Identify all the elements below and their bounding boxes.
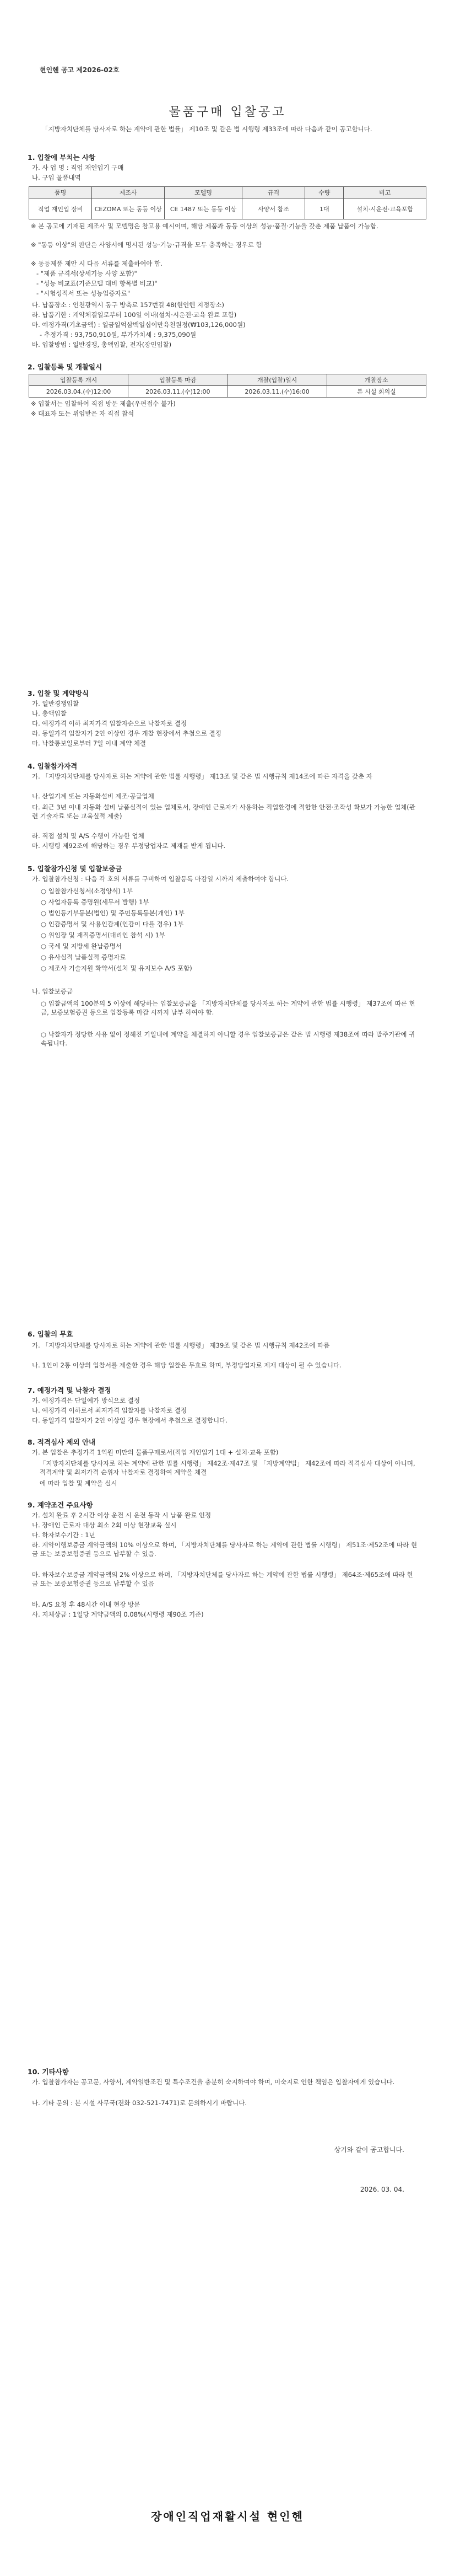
s1-item-a: 가. 사 업 명 : 직업 재인입기 구매 bbox=[32, 164, 124, 171]
table-cell: 설치·시운전·교육포함 bbox=[344, 198, 426, 219]
section-7-heading: 7. 예정가격 및 낙찰자 결정 bbox=[28, 1386, 111, 1394]
s4-item-c: 다. 최근 3년 이내 자동화 설비 납품실적이 있는 업체로서, 장애인 근로자가 사용하는 직업환경에 적합한 안전·조작성 확보가 가능한 업체(관련 기술자료 또는 교육실적 제출) bbox=[32, 803, 415, 820]
table-header-cell: 모델명 bbox=[165, 187, 242, 198]
section-8-heading: 8. 적격심사 제외 안내 bbox=[28, 1438, 96, 1446]
s9-item-c: 다. 하자보수기간 : 1년 bbox=[32, 1531, 95, 1539]
table-cell: CE 1487 또는 동등 이상 bbox=[165, 198, 242, 219]
s5-doc-5: ○ 위임장 및 재직증명서(대리인 참석 시) 1부 bbox=[41, 931, 165, 939]
table-header-row bbox=[29, 187, 426, 198]
s3-item-b: 나. 총액입찰 bbox=[32, 710, 67, 717]
table-header-cell: 품명 bbox=[29, 187, 92, 198]
s3-item-a: 가. 일반경쟁입찰 bbox=[32, 700, 79, 707]
s1-item-e-detail: - 추정가격 : 93,750,910원, 부가가치세 : 9,375,090원 bbox=[40, 331, 197, 339]
section-3-heading: 3. 입찰 및 계약방식 bbox=[28, 689, 89, 697]
table-header-cell: 개찰장소 bbox=[327, 374, 426, 386]
s3-item-c: 다. 예정가격 이하 최저가격 입찰자순으로 낙찰자로 결정 bbox=[32, 720, 187, 727]
s1-item-d: 라. 납품기한 : 계약체결일로부터 100일 이내(설치·시운전·교육 완료 포함) bbox=[32, 311, 237, 319]
s9-item-a: 가. 설치 완료 후 2시간 이상 운전 시 운전 동작 시 납품 완료 인정 bbox=[32, 1511, 212, 1519]
s4-item-a: 가. 「지방자치단체를 당사자로 하는 계약에 관한 법률 시행령」 제13조 및 같은 법 시행규칙 제14조에 따른 자격을 갖춘 자 bbox=[32, 772, 372, 780]
s3-item-d: 라. 동일가격 입찰자가 2인 이상인 경우 개찰 현장에서 추첨으로 결정 bbox=[32, 729, 221, 737]
schedule-table bbox=[29, 374, 426, 398]
table-header-cell: 규격 bbox=[242, 187, 305, 198]
table-header-cell: 수량 bbox=[305, 187, 344, 198]
s7-item-c: 다. 동일가격 입찰자가 2인 이상일 경우 현장에서 추첨으로 결정합니다. bbox=[32, 1416, 228, 1424]
s1-item-f: 바. 입찰방법 : 일반경쟁, 총액입찰, 전자(장인입찰) bbox=[32, 341, 172, 348]
section-2-heading: 2. 입찰등록 및 개찰일시 bbox=[28, 363, 102, 371]
section-10-heading: 10. 기타사항 bbox=[28, 2068, 69, 2076]
s1-note-6: - "시험성적서 또는 성능입증자료" bbox=[36, 289, 131, 297]
table-header-cell: 입찰등록 개시 bbox=[29, 374, 128, 386]
table-cell: 1대 bbox=[305, 198, 344, 219]
s5-doc-4: ○ 인감증명서 및 사용인감계(인감이 다를 경우) 1부 bbox=[41, 920, 184, 928]
s9-item-b: 나. 장애인 근로자 대상 최소 2회 이상 현장교육 실시 bbox=[32, 1521, 177, 1529]
table-cell: 본 시설 회의실 bbox=[327, 386, 426, 398]
s8-item-c: 에 따라 입찰 및 계약을 실시 bbox=[40, 1479, 117, 1487]
notice-date: 2026. 03. 04. bbox=[360, 2186, 404, 2193]
s5-doc-8: ○ 제조사 기술지원 확약서(설치 및 유지보수 A/S 포함) bbox=[41, 964, 192, 972]
table-header-cell: 비고 bbox=[344, 187, 426, 198]
table-cell: 2026.03.04.(수)12:00 bbox=[29, 386, 128, 398]
s5-doc-6: ○ 국세 및 지방세 완납증명서 bbox=[41, 942, 122, 950]
s5-bond-1: ○ 입찰금액의 100분의 5 이상에 해당하는 입찰보증금을 「지방자치단체를 당사자로 하는 계약에 관한 법률 시행령」 제37조에 따른 현금, 보증보험증권 등으로 입찰등록 마감 시까지 납부 하여야 함. bbox=[41, 1000, 415, 1016]
s9-item-d: 라. 계약이행보증금 계약금액의 10% 이상으로 하며, 「지방자치단체를 당사자로 하는 계약에 관한 법률 시행령」 제51조·제52조에 따라 현금 또는 보증보험증권 등으로 납부할 수 있음. bbox=[32, 1541, 418, 1558]
s6-item-a: 가. 「지방자치단체를 당사자로 하는 계약에 관한 법률 시행령」 제39조 및 같은 법 시행규칙 제42조에 따름 bbox=[32, 1341, 330, 1349]
section-4-heading: 4. 입찰참가자격 bbox=[28, 762, 78, 770]
document-number: 현인헨 공고 제2026-02호 bbox=[40, 66, 120, 74]
s5-doc-2: ○ 사업자등록 증명원(세무서 발행) 1부 bbox=[41, 898, 149, 906]
s1-item-e: 마. 예정가격(기초금액) : 일금일억삼백일십이만육천원정(₩103,126,000원) bbox=[32, 321, 246, 329]
table-header-cell: 제조사 bbox=[92, 187, 165, 198]
s5-doc-3: ○ 법인등기부등본(법인) 및 주민등록등본(개인) 1부 bbox=[41, 909, 185, 917]
section-9-heading: 9. 계약조건 주요사항 bbox=[28, 1501, 93, 1509]
table-cell: 2026.03.11.(수)12:00 bbox=[128, 386, 228, 398]
s4-item-e: 마. 시행령 제92조에 해당하는 경우 부정당업자로 제재를 받게 됩니다. bbox=[32, 842, 226, 850]
s7-item-b: 나. 예정가격 이하로서 최저가격 입찰자를 낙찰자로 결정 bbox=[32, 1407, 187, 1414]
s5-doc-1: ○ 입찰참가신청서(소정양식) 1부 bbox=[41, 887, 133, 895]
s2-note-2: ※ 대표자 또는 위임받은 자 직접 참석 bbox=[31, 410, 134, 417]
closing-statement: 상기와 같이 공고합니다. bbox=[334, 2146, 404, 2154]
item-spec-table bbox=[29, 186, 426, 219]
table-cell: 직업 재인입 장비 bbox=[29, 198, 92, 219]
s2-note-1: ※ 입찰서는 입찰하여 직접 방문 제출(우편접수 불가) bbox=[31, 400, 176, 407]
section-6-heading: 6. 입찰의 무효 bbox=[28, 1330, 73, 1338]
table-header-cell: 개찰(입찰)일시 bbox=[228, 374, 327, 386]
intro-paragraph: 「지방자치단체를 당사자로 하는 계약에 관한 법률」 제10조 및 같은 법 시행령 제33조에 따라 다음과 같이 공고합니다. bbox=[42, 125, 372, 133]
table-cell: CEZOMA 또는 동등 이상 bbox=[92, 198, 165, 219]
s1-note-3: ※ 동등제품 제안 시 다음 서류를 제출하여야 함. bbox=[31, 260, 162, 267]
s1-note-1: ※ 본 공고에 기재된 제조사 및 모델명은 참고용 예시이며, 해당 제품과 동등 이상의 성능·품질·기능을 갖춘 제품 납품이 가능함. bbox=[31, 222, 378, 230]
s1-note-2: ※ "동등 이상"의 판단은 사양서에 명시된 성능·기능·규격을 모두 충족하는 경우로 함 bbox=[31, 241, 262, 249]
s9-item-f: 바. A/S 요청 후 48시간 이내 현장 방문 bbox=[32, 1601, 140, 1608]
s5-bond-2: ○ 낙찰자가 정당한 사유 없이 정해진 기일내에 계약을 체결하지 아니할 경우 입찰보증금은 같은 법 시행령 제38조에 따라 발주기관에 귀속됩니다. bbox=[41, 1031, 415, 1047]
s8-item-a: 가. 본 입찰은 추정가격 1억원 미만의 물품구매로서(직업 재인입기 1대 + 설치·교육 포함) bbox=[32, 1448, 279, 1456]
s5-bond-heading: 나. 입찰보증금 bbox=[32, 988, 73, 995]
s1-item-c: 다. 납품장소 : 인천광역시 동구 방축로 157번길 48(현인헨 지정장소) bbox=[32, 301, 224, 309]
s1-note-4: - "제품 규격서(상세기능 사양 포함)" bbox=[36, 270, 137, 277]
s1-item-b: 나. 구입 물품내역 bbox=[32, 174, 81, 181]
s9-item-g: 사. 지체상금 : 1일당 계약금액의 0.08%(시행령 제90조 기준) bbox=[32, 1611, 204, 1618]
notice-title: 물품구매 입찰공고 bbox=[169, 105, 286, 119]
s1-note-5: - "성능 비교표(기준모델 대비 항목별 비교)" bbox=[36, 280, 158, 287]
s10-item-b: 나. 기타 문의 : 본 시설 사무국(전화 032-521-7471)로 문의하시기 바랍니다. bbox=[32, 2099, 247, 2107]
s4-item-d: 라. 직접 설치 및 A/S 수행이 가능한 업체 bbox=[32, 832, 144, 840]
s8-item-b: 「지방자치단체를 당사자로 하는 계약에 관한 법률 시행령」 제42조·제47조 및 「지방계약법」 제42조에 따라 적격심사 대상이 아니며, 적격계약 및 최저가격 순위자 낙찰자로 결정하여 계약을 체결 bbox=[40, 1459, 415, 1476]
table-header-cell: 입찰등록 마감 bbox=[128, 374, 228, 386]
s10-item-a: 가. 입찰참가자는 공고문, 사양서, 계약일반조건 및 특수조건을 충분히 숙지하여야 하며, 미숙지로 인한 책임은 입찰자에게 있습니다. bbox=[32, 2078, 395, 2086]
s6-item-b: 나. 1인이 2통 이상의 입찰서를 제출한 경우 해당 입찰은 무효로 하며, 부정당업자로 제재 대상이 될 수 있습니다. bbox=[32, 1361, 342, 1369]
s5-intro: 가. 입찰참가신청 : 다음 각 호의 서류를 구비하여 입찰등록 마감일 시까지 제출하여야 합니다. bbox=[32, 875, 289, 883]
s9-item-e: 마. 하자보수보증금 계약금액의 2% 이상으로 하며, 「지방자치단체를 당사자로 하는 계약에 관한 법률 시행령」 제64조·제65조에 따라 현금 또는 보증보험증권 등으로 납부할 수 있음 bbox=[32, 1571, 413, 1587]
section-1-heading: 1. 입찰에 부치는 사항 bbox=[28, 153, 96, 162]
table-header-row bbox=[29, 374, 426, 386]
table-row bbox=[29, 386, 426, 398]
table-cell: 2026.03.11.(수)16:00 bbox=[228, 386, 327, 398]
s3-item-e: 마. 낙찰통보일로부터 7일 이내 계약 체결 bbox=[32, 739, 146, 747]
s5-doc-7: ○ 유사실적 납품실적 증명자료 bbox=[41, 953, 126, 961]
section-5-heading: 5. 입찰참가신청 및 입찰보증금 bbox=[28, 865, 122, 873]
table-row bbox=[29, 198, 426, 219]
s7-item-a: 가. 예정가격은 단일예가 방식으로 결정 bbox=[32, 1397, 140, 1404]
table-cell: 사양서 참조 bbox=[242, 198, 305, 219]
organization-name: 장애인직업재활시설 현인헨 bbox=[151, 2510, 304, 2523]
s4-item-b: 나. 산업기계 또는 자동화설비 제조·공급업체 bbox=[32, 792, 154, 800]
